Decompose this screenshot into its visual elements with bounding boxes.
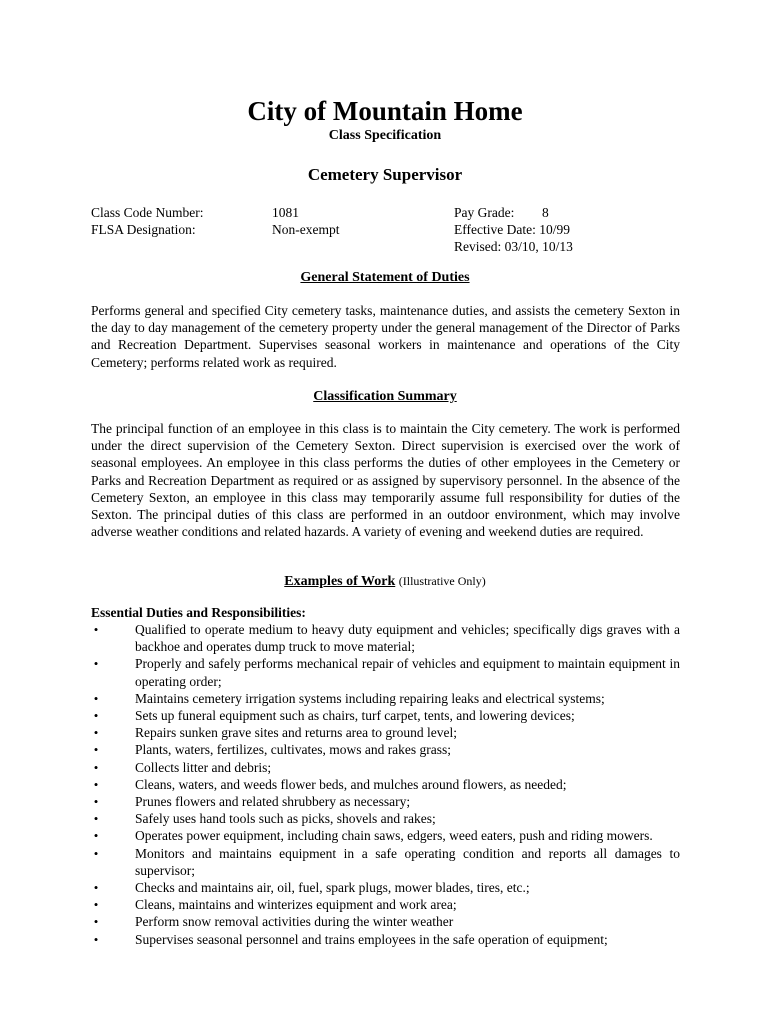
duty-text: Prunes flowers and related shrubbery as necessary;	[135, 794, 411, 810]
duty-item	[91, 896, 680, 913]
duty-item	[91, 621, 680, 655]
bullet-icon: •	[93, 776, 99, 792]
duty-text: Qualified to operate medium to heavy duty equipment and vehicles; specifically digs graves with a backhoe and operates dump truck to move material;	[135, 622, 680, 655]
duty-item	[91, 879, 680, 896]
duty-text: Repairs sunken grave sites and returns area to ground level;	[135, 725, 458, 741]
examples-heading-text: Examples of Work	[284, 574, 396, 589]
general-statement-heading-text: General Statement of Duties	[300, 270, 470, 285]
duty-item	[91, 776, 680, 793]
duty-text: Cleans, maintains and winterizes equipment and work area;	[135, 897, 457, 913]
bullet-icon: •	[93, 931, 99, 947]
bullet-icon: •	[93, 811, 99, 827]
duty-text: Safely uses hand tools such as picks, shovels and rakes;	[135, 811, 436, 827]
duty-item	[91, 810, 680, 827]
bullet-icon: •	[93, 880, 99, 896]
bullet-icon: •	[93, 725, 99, 741]
examples-heading	[0, 573, 770, 590]
duty-text: Maintains cemetery irrigation systems including repairing leaks and electrical systems;	[135, 690, 605, 706]
duty-item	[91, 741, 680, 758]
bullet-icon: •	[93, 622, 99, 637]
examples-heading-note: (Illustrative Only)	[398, 574, 486, 588]
position-title: Cemetery Supervisor	[307, 165, 463, 184]
duty-text: Sets up funeral equipment such as chairs, turf carpet, tents, and lowering devices;	[135, 708, 575, 724]
duty-item	[91, 655, 680, 689]
document-subtitle: Class Specification	[328, 128, 442, 143]
duty-item	[91, 724, 680, 741]
duty-item	[91, 690, 680, 707]
duty-item	[91, 759, 680, 776]
pay-grade-value: 8	[542, 205, 549, 220]
bullet-icon: •	[93, 914, 99, 930]
duty-text: Collects litter and debris;	[135, 759, 272, 775]
duty-text: Operates power equipment, including chain saws, edgers, weed eaters, push and riding mowers.	[135, 828, 653, 844]
duty-item	[91, 827, 680, 844]
duty-item	[91, 793, 680, 810]
bullet-icon: •	[93, 897, 99, 913]
duty-text: Plants, waters, fertilizes, cultivates, mows and rakes grass;	[135, 742, 452, 758]
duty-item	[91, 707, 680, 724]
general-statement-text: Performs general and specified City cemetery tasks, maintenance duties, and assists the cemetery Sexton in the day to day management of the cemetery property under the general management of the Director of Parks and Recreation Department. Supervises seasonal workers in maintenance and operations of the City Cemetery; performs related work as required.	[91, 303, 680, 370]
classification-summary-heading-text: Classification Summary	[313, 389, 457, 404]
duty-item	[91, 931, 680, 948]
revised-dates: Revised: 03/10, 10/13	[454, 239, 573, 254]
classification-summary-heading	[0, 388, 770, 405]
effective-date: Effective Date: 10/99	[454, 222, 570, 237]
duty-text: Properly and safely performs mechanical repair of vehicles and equipment to maintain equipment in operating order;	[135, 656, 680, 689]
duty-text: Monitors and maintains equipment in a safe operating condition and reports all damages to supervisor;	[135, 845, 680, 878]
duty-item	[91, 845, 680, 879]
duty-text: Perform snow removal activities during the winter weather	[135, 914, 454, 930]
bullet-icon: •	[93, 690, 99, 706]
bullet-icon: •	[93, 742, 99, 758]
bullet-icon: •	[93, 794, 99, 810]
bullet-icon: •	[93, 845, 99, 861]
general-statement-heading	[0, 269, 770, 286]
bullet-icon: •	[93, 828, 99, 844]
classification-summary-text: The principal function of an employee in this class is to maintain the City cemetery. The work is performed under the direct supervision of the Cemetery Sexton. Direct supervision is exercised over the work of seasonal employees. An employee in this class performs the duties of other employees in the Cemetery or Parks and Recreation Department as required or as assigned by supervisory personnel. In the absence of the Cemetery Sexton, an employee in this class may temporarily assume full responsibility for duties of the Sexton. The principal duties of this class are performed in an outdoor environment, which may involve adverse weather conditions and related hazards. A variety of evening and weekend duties are required.	[91, 421, 680, 540]
duty-text: Cleans, waters, and weeds flower beds, and mulches around flowers, as needed;	[135, 776, 567, 792]
flsa-value: Non-exempt	[272, 222, 340, 237]
duty-text: Checks and maintains air, oil, fuel, spark plugs, mower blades, tires, etc.;	[135, 880, 530, 896]
flsa-label: FLSA Designation:	[91, 222, 196, 237]
bullet-icon: •	[93, 759, 99, 775]
class-code-value: 1081	[272, 205, 299, 220]
essential-duties-heading: Essential Duties and Responsibilities:	[91, 605, 306, 620]
bullet-icon: •	[93, 656, 99, 672]
bullet-icon: •	[93, 708, 99, 724]
document-title: City of Mountain Home	[247, 96, 523, 126]
duty-text: Supervises seasonal personnel and trains employees in the safe operation of equipment;	[135, 931, 608, 947]
duty-item	[91, 913, 680, 930]
pay-grade-label: Pay Grade:	[454, 205, 515, 220]
duties-list	[91, 621, 680, 948]
class-code-label: Class Code Number:	[91, 205, 204, 220]
